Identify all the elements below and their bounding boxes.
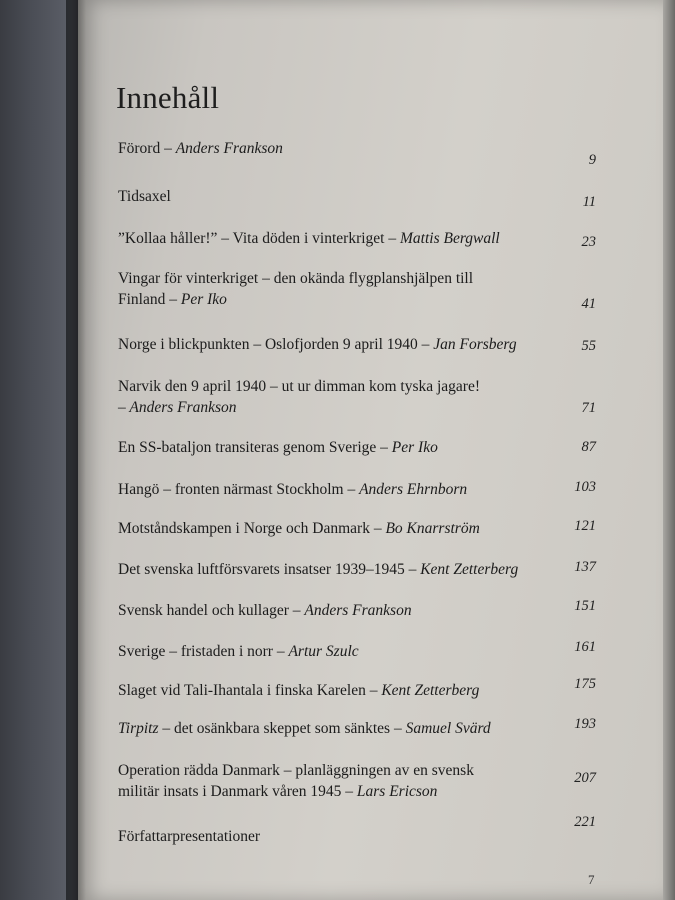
entry-title-continued: militär insats i Danmark våren 1945 – [118, 783, 357, 800]
entry-title: Tidsaxel [118, 188, 171, 205]
page-edge [663, 0, 675, 900]
entry-title: Svensk handel och kullager – [118, 602, 305, 619]
toc-entry [118, 641, 596, 662]
entry-page-number: 161 [574, 639, 596, 655]
entry-title: ”Kollaa håller!” – Vita döden i vinterkriget – [118, 230, 400, 247]
toc-entry [118, 228, 596, 249]
entry-page-number: 55 [581, 338, 596, 354]
entry-page-number: 103 [574, 479, 596, 495]
toc-entry [118, 437, 596, 458]
entry-page-number: 23 [581, 234, 596, 250]
entry-author: Anders Frankson [304, 602, 412, 619]
entry-author: Per Iko [180, 291, 227, 308]
entry-author: Kent Zetterberg [420, 561, 519, 578]
entry-page-number: 11 [582, 194, 596, 210]
entry-title: Norge i blickpunkten – Oslofjorden 9 april 1940 – [118, 336, 434, 353]
entry-page-number: 87 [581, 439, 596, 455]
page-folio-number: 7 [588, 872, 595, 887]
toc-entry [118, 600, 596, 621]
entry-author: Bo Knarrström [385, 520, 480, 537]
page-title: Innehåll [116, 80, 220, 115]
entry-title: Motståndskampen i Norge och Danmark – [118, 520, 386, 537]
toc-entry [118, 138, 596, 168]
toc-entry [118, 268, 596, 310]
entry-author: Jan Forsberg [433, 336, 517, 353]
toc-entry [118, 718, 596, 739]
entry-title: Operation rädda Danmark – planläggningen av en svensk [118, 762, 474, 779]
toc-entry [118, 376, 596, 418]
entry-page-number: 137 [574, 559, 596, 575]
entry-title: Slaget vid Tali-Ihantala i finska Karelen – [118, 682, 382, 699]
entry-title: Förord – [118, 140, 176, 157]
entry-author: Lars Ericson [356, 783, 438, 800]
entry-page-number: 221 [574, 814, 596, 830]
entry-author: Anders Ehrnborn [359, 481, 468, 498]
entry-author: Mattis Bergwall [400, 230, 500, 247]
toc-entry [118, 334, 596, 355]
entry-page-number: 193 [574, 716, 596, 732]
toc-entry [118, 760, 596, 802]
toc-entry [118, 559, 596, 580]
entry-title-italic: Tirpitz [118, 720, 159, 737]
toc-entry [118, 814, 596, 847]
toc-entry [118, 479, 596, 500]
entry-title: – det osänkbara skeppet som sänktes – [158, 720, 406, 737]
toc-entry [118, 186, 596, 210]
entry-page-number: 9 [588, 152, 596, 168]
entry-author: Artur Szulc [288, 643, 359, 660]
entry-title: Vingar för vinterkriget – den okända flygplanshjälpen till [118, 270, 474, 287]
entry-title: Hangö – fronten närmast Stockholm – [118, 481, 360, 498]
toc-entry [118, 676, 596, 701]
entry-title: En SS-bataljon transiteras genom Sverige – [118, 439, 392, 456]
entry-author: – Anders Frankson [118, 399, 237, 416]
entry-author: Per Iko [391, 439, 438, 456]
entry-page-number: 71 [581, 400, 596, 416]
entry-title: Sverige – fristaden i norr – [118, 643, 289, 660]
entry-title: Författarpresentationer [118, 828, 261, 845]
entry-title-continued: Finland – [118, 291, 181, 308]
entry-page-number: 207 [574, 770, 596, 786]
entry-page-number: 41 [581, 296, 596, 312]
entry-title: Det svenska luftförsvarets insatser 1939–1945 – [118, 561, 421, 578]
entry-author: Anders Frankson [175, 140, 283, 157]
entry-page-number: 151 [574, 598, 596, 614]
toc-entry [118, 518, 596, 539]
entry-page-number: 175 [574, 676, 596, 692]
entry-title: Narvik den 9 april 1940 – ut ur dimman kom tyska jagare! [118, 378, 481, 395]
gutter-shadow [66, 0, 86, 900]
entry-author: Samuel Svärd [405, 720, 491, 737]
entry-page-number: 121 [574, 518, 596, 534]
entry-author: Kent Zetterberg [381, 682, 480, 699]
